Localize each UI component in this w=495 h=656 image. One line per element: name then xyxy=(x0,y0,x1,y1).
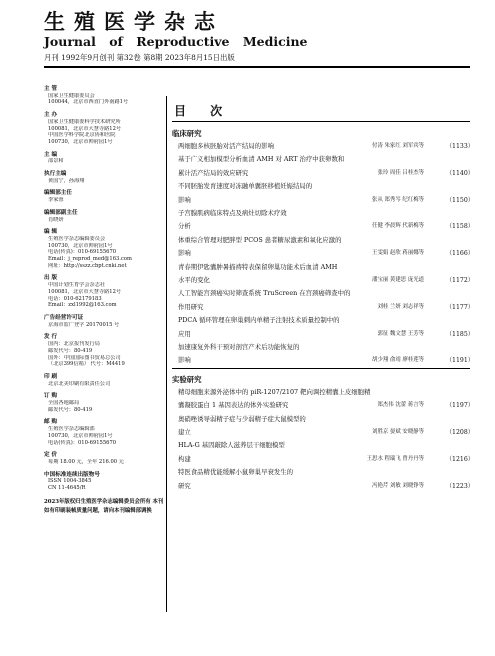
masthead-section-line: 电话(传真)：010-69155670 xyxy=(48,439,117,446)
masthead-section xyxy=(44,452,164,465)
toc-entry-page: （1133） xyxy=(445,143,474,150)
masthead-section-title: 执行主编 xyxy=(44,171,67,178)
masthead-section xyxy=(44,171,164,184)
toc-entry-title: 精母细胞来源外泌体中的 piR-1207/2107 靶向调控精囊上皮细胞精 xyxy=(178,387,371,396)
masthead-section-line: （北京399信箱） 代号：M4419 xyxy=(48,361,125,368)
masthead-section-line: Email：zxl1992@163.com xyxy=(48,302,117,309)
toc-category: 临床研究 xyxy=(172,129,202,138)
toc-entry-title: 加速康复外科干预对剖宫产术后功能恢复的 xyxy=(178,343,300,351)
masthead-section-title: 主 管 xyxy=(44,86,58,92)
masthead-section xyxy=(44,393,164,413)
masthead-section-line: 京海市监广登字 20170015 号 xyxy=(48,321,120,328)
masthead-section-line: 北京北美印刷有限责任公司 xyxy=(48,380,111,387)
masthead-section-title: 广告经营许可证 xyxy=(44,314,84,321)
masthead-section-title: 发 行 xyxy=(44,334,58,341)
masthead-section xyxy=(44,229,164,269)
masthead-section-line: 邵景和 xyxy=(48,158,64,165)
masthead-section-line: 中国计划生育学会杂志社 xyxy=(48,282,106,289)
toc-entry-title: HLA-G 基因敲除人滋养层干细胞模型 xyxy=(178,441,285,450)
masthead-section-line: 国家卫生健康委科学技术研究所 xyxy=(48,118,121,125)
masthead-section-line: 生殖医学杂志编辑部 xyxy=(48,426,95,433)
toc-entry-authors: 王思水 程瑞飞 曾丹丹等 xyxy=(366,455,424,462)
issue-info: 月刊 1992年9月创刊 第32卷 第8期 2023年8月15日出版 xyxy=(44,53,235,62)
toc-entry[interactable] xyxy=(178,454,474,466)
toc-entry-title: 作用研究 xyxy=(178,302,204,311)
toc-entry-authors: 刘胜京 晏斌 安晓静等 xyxy=(372,429,424,435)
masthead-section-line: 国外：中国国际图书贸易总公司 xyxy=(48,354,121,361)
masthead-section-line: 邮发代号：80-419 xyxy=(48,406,93,413)
toc-entry[interactable] xyxy=(178,235,474,247)
toc-entry[interactable] xyxy=(178,427,474,439)
toc-entry[interactable] xyxy=(178,400,474,412)
masthead-section-line: 国家卫生健康委员会 xyxy=(48,92,95,99)
toc-entry-title: 构建 xyxy=(178,454,191,463)
toc-entry-authors: 任健 李晨辉 代新梅等 xyxy=(372,223,424,230)
masthead-section-title: 主 编 xyxy=(44,151,58,158)
masthead-section-title: 编辑部主任 xyxy=(44,190,72,197)
toc-title-rule xyxy=(172,121,470,122)
toc-entry-title: 奥硝唑诱导弱精子症与少弱精子症大鼠模型的 xyxy=(178,414,306,423)
toc-title: 目 次 xyxy=(174,104,233,118)
toc-entry[interactable] xyxy=(178,208,474,220)
masthead-section-title: 印 刷 xyxy=(44,373,58,380)
masthead-section-line: 100730，北京市帅府园1号 xyxy=(48,138,113,145)
journal-title-cn: 生殖医学杂志 xyxy=(44,9,224,34)
toc-entry-title: 特医食品精优能缓解小鼠卵巢早衰发生的 xyxy=(178,468,294,477)
toc-entry-page: （1223） xyxy=(445,482,474,490)
header-rule xyxy=(44,66,470,68)
toc-entry-page: （1216） xyxy=(445,455,474,463)
toc-entry-authors: 王雯娟 赵欣 蒋丽娜等 xyxy=(372,250,424,257)
toc-entry[interactable] xyxy=(178,248,474,260)
masthead-section-line: 每期 18.00 元，全年 216.00 元 xyxy=(48,458,124,465)
toc-entry-authors: 潘宝丽 黄建思 庞光道 xyxy=(372,277,424,283)
toc-entry-title: PDCA 循环管理在卵巢刺内单精子注射技术质量控制中的 xyxy=(178,316,340,325)
journal-title-en: Journal of Reproductive Medicine xyxy=(44,34,308,49)
masthead-section-title: 定 价 xyxy=(44,452,58,459)
toc-entry-title: 影响 xyxy=(178,195,191,204)
toc-entry-authors: 郑杰伟 沈蕾 蒋言等 xyxy=(377,402,424,409)
toc-entry-title: 子宫腺肌病临床特点及病灶切除术疗效 xyxy=(178,209,287,217)
masthead-section-line: 100081，北京市大慧寺路12号 xyxy=(48,125,122,132)
toc-entry-authors: 张玲 周佳 吕桂杰等 xyxy=(377,169,424,176)
toc-entry-title: 研究 xyxy=(178,481,191,490)
masthead-section-line: 邮发代号：80-419 xyxy=(48,347,93,354)
toc-entry[interactable] xyxy=(178,195,474,207)
masthead-section xyxy=(44,112,164,146)
toc-entry-authors: 郭征 魏文慧 王芳等 xyxy=(377,330,424,337)
toc-entry-title: 应用 xyxy=(178,329,191,338)
toc-entry[interactable] xyxy=(178,467,474,479)
masthead-section xyxy=(44,152,164,165)
toc-entry-authors: 刘桂 兰妍 刘志祥等 xyxy=(377,303,424,310)
masthead-section-line: 100081，北京市大慧寺路12号 xyxy=(48,288,122,295)
toc-entry[interactable] xyxy=(178,481,474,493)
toc-entry[interactable] xyxy=(178,141,474,153)
toc-entry[interactable] xyxy=(178,181,474,193)
masthead-section-title: 编 辑 xyxy=(44,229,58,236)
masthead-section-line: 中国医学科学院北京协和医院 xyxy=(48,132,116,139)
toc-entry-authors: 张从 郑秀岑 纪红梅等 xyxy=(372,196,424,203)
toc-entry-title: 影响 xyxy=(178,249,191,258)
masthead-column xyxy=(44,86,164,516)
toc-entry-page: （1191） xyxy=(445,357,474,365)
toc-entry[interactable] xyxy=(178,355,474,367)
masthead-section-line: 国内：北京报刊发行局 xyxy=(48,341,100,348)
toc-entry-page: （1177） xyxy=(445,303,474,311)
toc-entry-title: 体重综合管理对肥胖型 PCOS 患者糖尿激素和氧化应激的 xyxy=(178,235,342,244)
toc-entry-page: （1172） xyxy=(445,277,474,284)
masthead-section-line: 网址：http://sszz.cbpt.cnki.net xyxy=(48,262,127,269)
toc-entry[interactable] xyxy=(178,440,474,452)
toc-entry[interactable] xyxy=(178,288,474,300)
masthead-section-title: 主 办 xyxy=(44,112,58,119)
toc-entry-page: （1140） xyxy=(445,169,474,177)
toc-entry-title: 不同胚胎发育速度对冻融单囊胚移植妊娠结局的 xyxy=(178,182,313,191)
toc-entry-title: 分析 xyxy=(178,222,191,231)
toc-entry[interactable] xyxy=(178,329,474,341)
toc-entry[interactable] xyxy=(178,221,474,233)
toc-entry-page: （1158） xyxy=(445,223,474,231)
masthead-section-line: 100730，北京市帅府园1号 xyxy=(48,242,113,249)
column-divider xyxy=(166,96,167,612)
toc-entry[interactable] xyxy=(178,387,474,399)
toc-entry-title: 水平的变化 xyxy=(178,276,210,284)
masthead-section-line: 电话：010-62179183 xyxy=(48,295,102,302)
masthead-section xyxy=(44,190,164,203)
masthead-section-line: 李家蓉 xyxy=(48,197,64,204)
masthead-section-line: ISSN 1004-3845 xyxy=(48,478,92,485)
masthead-section-line: 黄国宁，孙海翔 xyxy=(48,177,85,184)
toc-entry[interactable] xyxy=(178,315,474,327)
masthead-section-line: 100730，北京市帅府园1号 xyxy=(48,432,113,439)
toc-entry[interactable] xyxy=(178,342,474,354)
masthead-section xyxy=(44,210,164,223)
masthead-section-line: 电话(传真)：010-69155670 xyxy=(48,249,117,256)
masthead-section-line: 全国各地邮局 xyxy=(48,400,80,407)
masthead-section xyxy=(44,374,164,387)
toc-entry-page: （1197） xyxy=(445,402,474,410)
toc-category: 实验研究 xyxy=(172,374,202,384)
toc-entry-title: 青春期伊匙囊肿暑描祷特表保留卵巢功能术后血清 AMH xyxy=(178,262,338,271)
masthead-section-title: 邮 购 xyxy=(44,419,58,426)
masthead-section xyxy=(44,419,164,446)
masthead-section-line: Email：j_reprod_med@163.com xyxy=(48,256,132,263)
toc-entry-title: 人工智能宫颈癌实时筛查系统 TruScreen 在宫颈癌筛查中的 xyxy=(178,289,351,298)
toc-entry[interactable] xyxy=(178,275,474,287)
masthead-section xyxy=(44,86,164,106)
toc-entry-page: （1208） xyxy=(445,429,474,436)
masthead-section-line: CN 11-4645/R xyxy=(48,485,86,492)
toc-entry-authors: 冯艳芹 刘敏 刘晓铮等 xyxy=(372,482,424,489)
copyright-notice: 2023年版权归生殖医学杂志编辑委员会所有 本刊如有印刷装帧质量问题，请向本刊编辑部调换 xyxy=(44,498,164,514)
toc-entry-title: 两细胞多核胚胎对活产结局的影响 xyxy=(178,142,274,150)
toc-section-rule xyxy=(172,368,470,369)
toc-entry-page: （1166） xyxy=(445,250,474,258)
toc-entry-title: 基于广义相加模型分析血清 AMH 对 ART 治疗中获卵数和 xyxy=(178,155,345,164)
masthead-section-line: 生殖医学杂志编辑委员会 xyxy=(48,235,106,242)
masthead-section-title: 编辑部副主任 xyxy=(44,209,78,216)
masthead-section xyxy=(44,315,164,328)
masthead-section-line: 100044，北京市西直门外南路1号 xyxy=(48,99,129,106)
toc-entry-title: 影响 xyxy=(178,356,191,365)
masthead-section-line: 肖晓妍 xyxy=(48,216,64,223)
toc-entry[interactable] xyxy=(178,262,474,274)
toc-entry[interactable] xyxy=(178,302,474,314)
toc-entry[interactable] xyxy=(178,168,474,180)
toc-entry[interactable] xyxy=(178,154,474,166)
masthead-section xyxy=(44,275,164,309)
toc-entry-page: （1185） xyxy=(445,330,474,338)
masthead-section xyxy=(44,472,164,492)
toc-entry-title: 囊凝胶蛋白 1 基因表达的体外实验研究 xyxy=(178,401,289,410)
toc-entry[interactable] xyxy=(178,414,474,426)
toc-entry-title: 累计活产结局的效应研究 xyxy=(178,168,249,177)
masthead-section-title: 订 购 xyxy=(44,393,58,400)
masthead-section-title: 中国标准连续出版物号 xyxy=(44,471,100,478)
toc-entry-title: 建立 xyxy=(178,428,191,436)
masthead-section xyxy=(44,334,164,368)
masthead-section-title: 出 版 xyxy=(44,275,58,282)
toc-entry-page: （1150） xyxy=(445,196,474,204)
toc-entry-authors: 付涛 朱家红 刘军宾等 xyxy=(372,143,424,149)
toc-entry-authors: 胡少翔 俞靖 廖桂莲等 xyxy=(372,357,424,364)
